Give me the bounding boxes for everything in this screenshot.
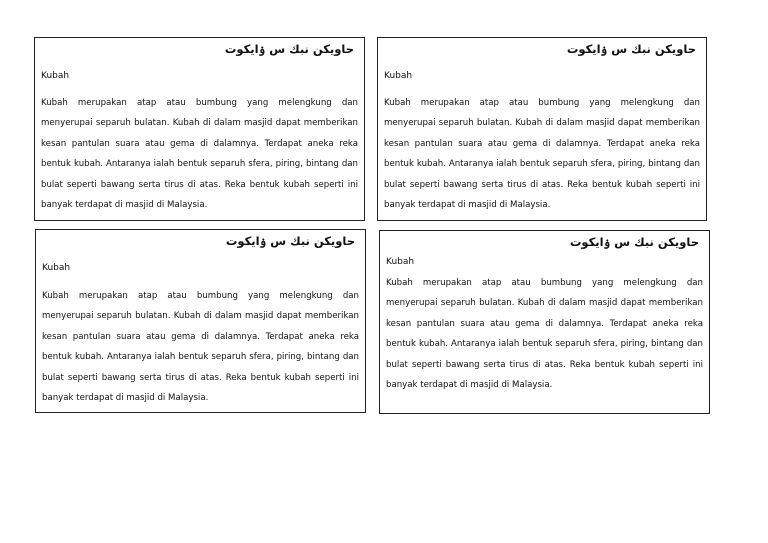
card-body: Kubah merupakan atap atau bumbung yang melengkung dan menyerupai separuh bulatan. Kubah di dalam masjid dapat memberikan kesan pantulan suara atau gema di dalamnya. Terdapat aneka reka bentuk kubah. Antaranya ialah bentuk separuh sfera, piring, bintang dan bulat seperti bawang serta tirus di atas. Reka bentuk kubah seperti ini banyak terdapat di masjid di Malaysia.: [41, 98, 358, 211]
card-title: حاويکن نبك س ۏايکوت: [225, 234, 355, 248]
card-bottom-left: [35, 229, 366, 413]
card-title: حاويکن نبك س ۏايکوت: [566, 42, 696, 56]
card-top-left: [34, 37, 365, 221]
card-body: Kubah merupakan atap atau bumbung yang melengkung dan menyerupai separuh bulatan. Kubah di dalam masjid dapat memberikan kesan pantulan suara atau gema di dalamnya. Terdapat aneka reka bentuk kubah. Antaranya ialah bentuk separuh sfera, piring, bintang dan bulat seperti bawang serta tirus di atas. Reka bentuk kubah seperti ini banyak terdapat di masjid di Malaysia.: [42, 291, 359, 404]
card-title: حاويکن نبك س ۏايکوت: [224, 42, 354, 56]
card-heading: Kubah: [384, 71, 413, 81]
card-bottom-right: [379, 230, 710, 414]
card-title: حاويکن نبك س ۏايکوت: [569, 235, 699, 249]
card-body: Kubah merupakan atap atau bumbung yang melengkung dan menyerupai separuh bulatan. Kubah di dalam masjid dapat memberikan kesan pantulan suara atau gema di dalamnya. Terdapat aneka reka bentuk kubah. Antaranya ialah bentuk separuh sfera, piring, bintang dan bulat seperti bawang serta tirus di atas. Reka bentuk kubah seperti ini banyak terdapat di masjid di Malaysia.: [386, 278, 703, 391]
card-top-right: [377, 37, 707, 221]
card-heading: Kubah: [386, 257, 415, 267]
card-body: Kubah merupakan atap atau bumbung yang melengkung dan menyerupai separuh bulatan. Kubah di dalam masjid dapat memberikan kesan pantulan suara atau gema di dalamnya. Terdapat aneka reka bentuk kubah. Antaranya ialah bentuk separuh sfera, piring, bintang dan bulat seperti bawang serta tirus di atas. Reka bentuk kubah seperti ini banyak terdapat di masjid di Malaysia.: [384, 98, 700, 211]
card-heading: Kubah: [42, 263, 71, 273]
card-heading: Kubah: [41, 71, 70, 81]
